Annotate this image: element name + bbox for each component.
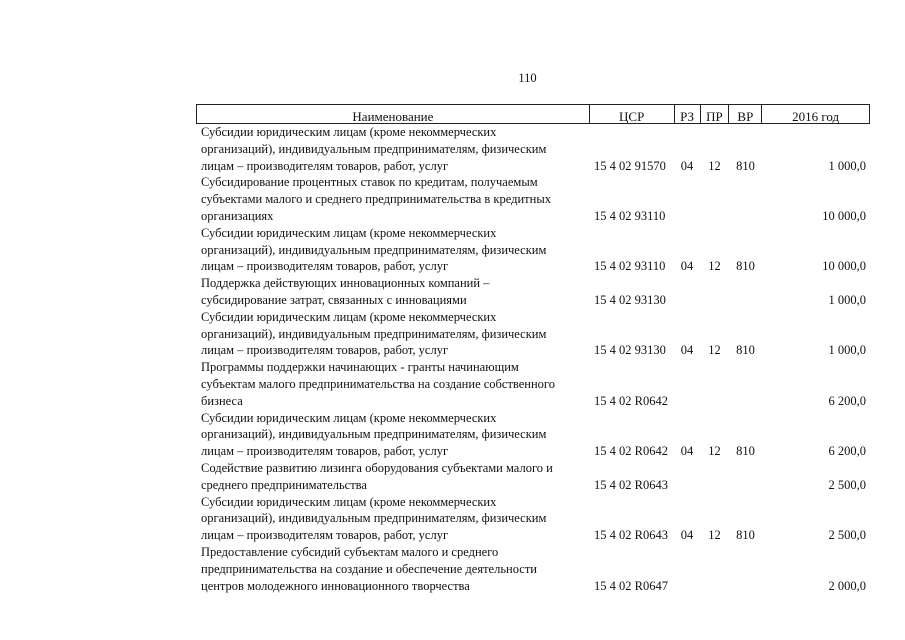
row-name-line: Субсидии юридическим лицам (кроме некоммерческих	[201, 125, 497, 139]
row-amount: 6 200,0	[828, 393, 866, 408]
header-vr: ВР	[728, 105, 761, 123]
row-name-line: бизнеса	[201, 393, 243, 408]
row-name	[196, 544, 589, 594]
row-csr: 15 4 02 93110	[594, 259, 666, 274]
table-row	[196, 174, 870, 224]
row-name-line: Субсидии юридическим лицам (кроме некоммерческих	[201, 225, 497, 240]
table-row	[196, 124, 870, 174]
row-amount: 2 500,0	[828, 477, 866, 492]
row-name-line: Субсидии юридическим лицам (кроме некоммерческих	[201, 309, 497, 324]
header-name: Наименование	[352, 109, 434, 124]
row-name	[196, 124, 589, 174]
row-name-line: организаций), индивидуальным предпринимателям, физическим	[201, 326, 547, 341]
row-name-line: организаций), индивидуальным предпринимателям, физическим	[201, 242, 547, 257]
row-name-line: центров молодежного инновационного творчества	[201, 578, 470, 593]
row-name-line: субъектами малого и среднего предпринимательства в кредитных	[201, 192, 551, 207]
row-amount: 1 000,0	[828, 343, 866, 358]
table-row	[196, 309, 870, 359]
row-name	[196, 494, 589, 544]
row-pr: 12	[708, 528, 721, 543]
row-amount: 10 000,0	[822, 208, 866, 223]
row-name-line: среднего предпринимательства	[201, 477, 367, 492]
table-row	[196, 544, 870, 594]
page-number: 110	[518, 71, 537, 85]
row-name-line: субсидирование затрат, связанных с инновациями	[201, 292, 467, 307]
header-rz: РЗ	[674, 105, 700, 123]
row-rz: 04	[680, 528, 694, 543]
row-pr: 12	[708, 259, 721, 274]
row-csr: 15 4 02 93130	[594, 292, 666, 307]
row-pr: 12	[708, 444, 721, 459]
row-pr: 12	[708, 343, 721, 358]
header-csr: ЦСР	[589, 105, 674, 123]
row-rz: 04	[680, 259, 694, 274]
row-name-line: лицам – производителям товаров, работ, услуг	[201, 158, 449, 173]
row-rz: 04	[680, 158, 694, 173]
row-rz: 04	[680, 444, 694, 459]
row-name-line: лицам – производителям товаров, работ, услуг	[201, 444, 449, 459]
row-name-line: организаций), индивидуальным предпринимателям, физическим	[201, 141, 547, 156]
row-name-line: Содействие развитию лизинга оборудования субъектами малого и	[201, 460, 553, 475]
row-name-line: субъектам малого предпринимательства на создание собственного	[201, 376, 555, 391]
row-name-line: Поддержка действующих инновационных компаний –	[201, 276, 490, 291]
row-name	[196, 225, 589, 275]
row-amount: 2 500,0	[828, 528, 866, 543]
row-vr: 810	[736, 444, 755, 459]
row-vr: 810	[736, 343, 755, 358]
row-rz: 04	[680, 343, 694, 358]
row-name-line: организаций), индивидуальным предпринимателям, физическим	[201, 511, 547, 526]
table-row	[196, 275, 870, 309]
row-name	[196, 460, 589, 494]
row-name-line: предпринимательства на создание и обеспечение деятельности	[201, 561, 537, 576]
row-vr: 810	[736, 259, 755, 274]
row-amount: 1 000,0	[828, 292, 866, 307]
row-vr: 810	[736, 158, 755, 173]
row-csr: 15 4 02 R0643	[594, 477, 668, 492]
row-csr: 15 4 02 R0647	[594, 578, 668, 593]
table-row	[196, 225, 870, 275]
row-amount: 10 000,0	[822, 259, 866, 274]
row-name-line: лицам – производителям товаров, работ, услуг	[201, 528, 449, 543]
table-row	[196, 359, 870, 409]
row-pr: 12	[708, 158, 721, 173]
row-csr: 15 4 02 R0643	[594, 528, 668, 543]
row-name	[196, 359, 589, 409]
row-name-line: Программы поддержки начинающих - гранты начинающим	[201, 360, 519, 375]
row-name-line: лицам – производителям товаров, работ, услуг	[201, 259, 449, 274]
row-amount: 2 000,0	[828, 578, 866, 593]
row-name-line: Субсидии юридическим лицам (кроме некоммерческих	[201, 410, 497, 425]
row-name-line: Субсидирование процентных ставок по кредитам, получаемым	[201, 175, 538, 190]
row-csr: 15 4 02 93130	[594, 343, 666, 358]
row-name-line: лицам – производителям товаров, работ, услуг	[201, 343, 449, 358]
row-name	[196, 410, 589, 460]
row-name-line: Предоставление субсидий субъектам малого и среднего	[201, 544, 499, 559]
header-year: 2016 год	[761, 105, 869, 123]
row-csr: 15 4 02 93110	[594, 208, 666, 223]
row-name-line: организациях	[201, 208, 274, 223]
header-pr: ПР	[700, 105, 729, 123]
table-row	[196, 494, 870, 544]
table-row	[196, 410, 870, 460]
row-name-line: организаций), индивидуальным предпринимателям, физическим	[201, 427, 547, 442]
table-header	[196, 104, 870, 124]
row-vr: 810	[736, 528, 755, 543]
row-amount: 1 000,0	[828, 158, 866, 173]
row-name	[196, 174, 589, 224]
row-name	[196, 309, 589, 359]
row-name	[196, 275, 589, 309]
row-amount: 6 200,0	[828, 444, 866, 459]
row-name-line: Субсидии юридическим лицам (кроме некоммерческих	[201, 494, 497, 509]
table-row	[196, 460, 870, 494]
budget-table	[196, 104, 870, 594]
row-csr: 15 4 02 91570	[594, 158, 666, 173]
table-body	[196, 124, 870, 594]
row-csr: 15 4 02 R0642	[594, 444, 668, 459]
row-csr: 15 4 02 R0642	[594, 393, 668, 408]
